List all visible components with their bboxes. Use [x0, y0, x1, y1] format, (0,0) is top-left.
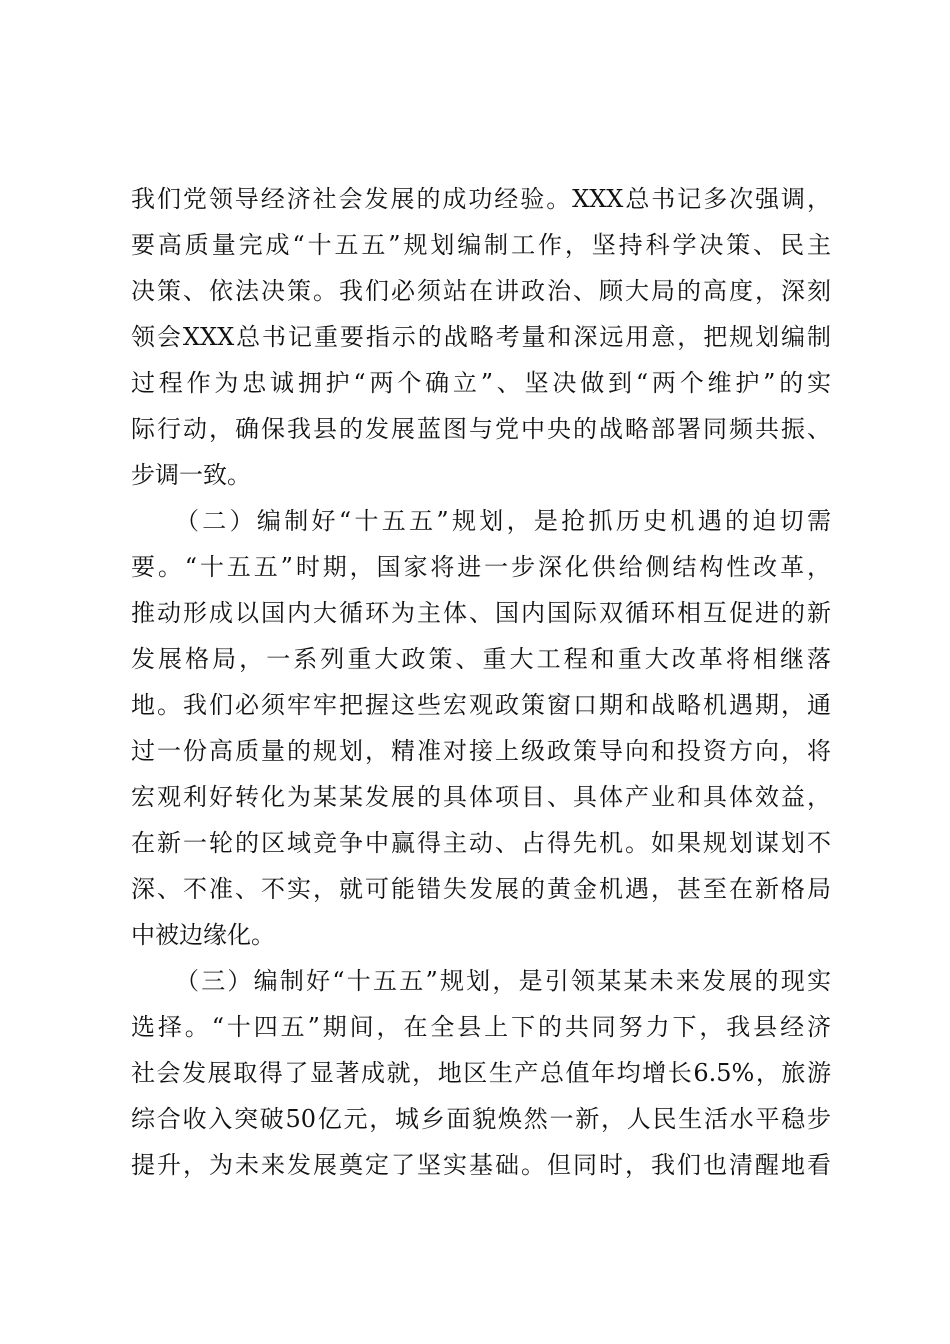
p1-line-7: 步调一致。	[131, 461, 251, 489]
p2-line-5: 地。我们必须牢牢把握这些宏观政策窗口期和战略机遇期，通	[131, 691, 831, 719]
p3-line-3: 社会发展取得了显著成就，地区生产总值年均增长6.5%，旅游	[131, 1059, 831, 1087]
p1-line-4: 领会XXX总书记重要指示的战略考量和深远用意，把规划编制	[131, 323, 831, 351]
p3-line-4: 综合收入突破50亿元，城乡面貌焕然一新，人民生活水平稳步	[131, 1105, 831, 1133]
p2-line-3: 推动形成以国内大循环为主体、国内国际双循环相互促进的新	[131, 599, 831, 627]
p3-line-2: 选择。“十四五”期间，在全县上下的共同努力下，我县经济	[131, 1013, 831, 1041]
p1-line-2: 要高质量完成“十五五”规划编制工作，坚持科学决策、民主	[131, 231, 831, 259]
p2-line-8: 在新一轮的区域竞争中赢得主动、占得先机。如果规划谋划不	[131, 829, 831, 857]
p2-line-1: （二）编制好“十五五”规划，是抢抓历史机遇的迫切需	[175, 507, 831, 535]
p3-line-1: （三）编制好“十五五”规划，是引领某某未来发展的现实	[175, 967, 831, 995]
p2-line-7: 宏观利好转化为某某发展的具体项目、具体产业和具体效益，	[131, 783, 831, 811]
p2-line-6: 过一份高质量的规划，精准对接上级政策导向和投资方向，将	[131, 737, 831, 765]
p2-line-9: 深、不准、不实，就可能错失发展的黄金机遇，甚至在新格局	[131, 875, 831, 903]
p2-line-4: 发展格局，一系列重大政策、重大工程和重大改革将相继落	[131, 645, 831, 673]
p1-line-1: 我们党领导经济社会发展的成功经验。XXX总书记多次强调，	[131, 185, 831, 213]
p3-line-5: 提升，为未来发展奠定了坚实基础。但同时，我们也清醒地看	[131, 1151, 831, 1179]
p2-line-10: 中被边缘化。	[131, 921, 275, 949]
p1-line-6: 际行动，确保我县的发展蓝图与党中央的战略部署同频共振、	[131, 415, 831, 443]
p1-line-3: 决策、依法决策。我们必须站在讲政治、顾大局的高度，深刻	[131, 277, 831, 305]
p2-line-2: 要。“十五五”时期，国家将进一步深化供给侧结构性改革，	[131, 553, 831, 581]
p1-line-5: 过程作为忠诚拥护“两个确立”、坚决做到“两个维护”的实	[131, 369, 831, 397]
